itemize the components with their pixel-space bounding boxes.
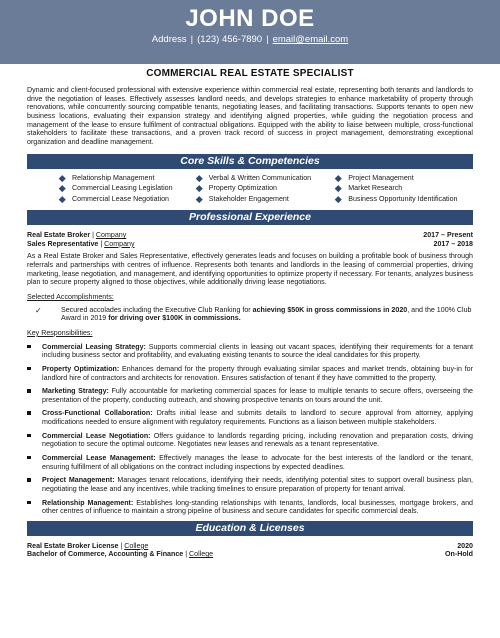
list-item: Commercial Lease Management: Effectively manages the lease to advocate for the best interests of the landlord or the tenant, ensuring fulfillment of all obligations on the contract including inspections by expected deadlines. [27,454,473,471]
square-bullet-icon [27,389,31,393]
list-item: Property Optimization: Enhances demand for the property through evaluating similar spaces and market trends, obtaining buy-in for landlord hire of contractors and architects for renovation. Ensures satisfaction of tenant if they have committed to the property. [27,365,473,382]
credential-name: Real Estate Broker License [27,541,119,550]
school-name: College [124,541,149,550]
square-bullet-icon [27,367,31,371]
job-role: Sales Representative [27,239,99,248]
list-item: Marketing Strategy: Fully accountable for marketing commercial spaces for lease to multiple tenants to secure offers, overseeing the presentation of the property, conducting outreach, and showing prospective tenants on tours around the unit. [27,387,473,404]
job-title: COMMERCIAL REAL ESTATE SPECIALIST [146,68,354,79]
skill-item: Project Management [336,174,473,185]
diamond-bullet-icon [335,185,341,191]
responsibilities-heading: Key Responsibilities: [27,328,93,337]
summary-paragraph: Dynamic and client-focused professional with extensive experience within commercial real estate, representing both tenants and landlords to drive the negotiation of leases. Effectively assesses landlord needs, and develops strategies to enhance marketability of property through renovations, while concurrently sourcing compatible tenants, negotiating leases, and facilitating transactions. Supports tenants to open new business locations, evaluating their expansion strategy and identifying aligned properties, while guiding the negotiation process and management of the lease to ensure fulfilment of contractual obligations. Equipped with the ability to liaise between multiple, cross-functional stakeholders to facilitate these transactions, and a proven track record of success in project management, demonstrating exceptional organization and deadline management. [27,86,473,147]
square-bullet-icon [27,456,31,460]
accomplishments-heading: Selected Accomplishments: [27,293,114,302]
diamond-bullet-icon [59,185,65,191]
skill-item: Stakeholder Engagement [197,195,336,206]
job-row: Sales Representative | Company 2017 – 2018 [27,239,473,248]
skill-item: Commercial Leasing Legislation [60,184,197,195]
skill-item: Market Research [336,184,473,195]
skill-item: Commercial Lease Negotiation [60,195,197,206]
diamond-bullet-icon [196,175,202,181]
square-bullet-icon [27,434,31,438]
job-role: Real Estate Broker [27,231,91,240]
square-bullet-icon [27,345,31,349]
skills-grid [0,169,500,206]
skills-column [336,174,473,206]
diamond-bullet-icon [59,196,65,202]
list-item: Relationship Management: Establishes long-standing relationships with tenants, landlords, local businesses, mortgage brokers, and other centres of influence to maintain a strong pipeline of business and secure candidates for specific commercial deals. [27,499,473,516]
credential-year: 2020 [457,541,473,550]
job-dates: 2017 – 2018 [433,239,473,248]
job-company: Company [95,231,127,240]
square-bullet-icon [27,411,31,415]
accomplishment-item: ✓ Secured accolades including the Executive Club Ranking for achieving $50K in gross commissions in 2020, and the 100% Club Award in 2019 for driving over $100K in commissions. [35,305,472,323]
list-item: Cross-Functional Collaboration: Drafts initial lease and submits details to landlord to secure approval from attorney, applying modifications needed to ensure alignment with regulatory requirements. Functions as a liaison between multiple stakeholders. [27,409,473,426]
education-row: Real Estate Broker License | College 2020 [27,541,473,550]
skills-column [60,174,197,206]
list-item: Commercial Lease Negotiation: Offers guidance to landlords regarding pricing, including renovation and preparation costs, driving negotiation to secure the optimal outcome. Negotiates new leases and renewals as a tenant representative. [27,432,473,449]
email-link[interactable]: email@email.com [272,34,349,45]
diamond-bullet-icon [335,196,341,202]
resume-header [0,0,500,64]
experience-heading: Professional Experience [27,210,473,225]
separator: | [190,34,194,45]
candidate-name: JOHN DOE [185,5,315,32]
skills-heading: Core Skills & Competencies [27,154,473,169]
education-heading: Education & Licenses [27,521,473,536]
list-item: Project Management: Manages tenant relocations, identifying their needs, identifying potential sites to support overall business plan, negotiating the lease and any incentives, while tracking timelines to ensure preparation of property for tenant arrival. [27,476,473,493]
skill-item: Verbal & Written Communication [197,174,336,185]
skill-item: Relationship Management [60,174,197,185]
square-bullet-icon [27,501,31,505]
separator: | [266,34,269,45]
job-dates: 2017 – Present [423,231,473,240]
diamond-bullet-icon [196,196,202,202]
credential-name: Bachelor of Commerce, Accounting & Finance [27,550,184,559]
job-company: Company [104,239,135,248]
list-item: Commercial Leasing Strategy: Supports commercial clients in leasing out vacant spaces, identifying their requirements for a tenant including business sector and profitability, and evaluating existing tenants to source the ideal candidates for this property. [27,343,473,360]
diamond-bullet-icon [196,185,202,191]
checkmark-icon: ✓ [35,305,42,315]
diamond-bullet-icon [335,175,341,181]
school-name: College [189,550,214,559]
square-bullet-icon [27,478,31,482]
contact-line [0,33,500,46]
responsibilities-list [27,343,473,516]
skill-item: Business Opportunity Identification [336,195,473,206]
address: Address [151,34,187,45]
job-row: Real Estate Broker | Company 2017 – Present [27,231,473,240]
phone: (123) 456-7890 [197,34,263,45]
job-description: As a Real Estate Broker and Sales Representative, effectively generates leads and focuses on building a profitable book of business through referrals and partnerships with centres of influence. Represents both tenants and landlords in the leasing of commercial properties, driving marketing, lease negotiation, and management, and identifying opportunities to optimize property if necessary. For tenants, analyzes business plan to secure property aligned to those objectives, while additionally driving lease negotiations. [27,252,473,287]
credential-year: On-Hold [445,550,473,559]
diamond-bullet-icon [59,175,65,181]
skill-item: Property Optimization [197,184,336,195]
skills-column [197,174,336,206]
education-row: Bachelor of Commerce, Accounting & Finance | College On-Hold [27,550,473,559]
